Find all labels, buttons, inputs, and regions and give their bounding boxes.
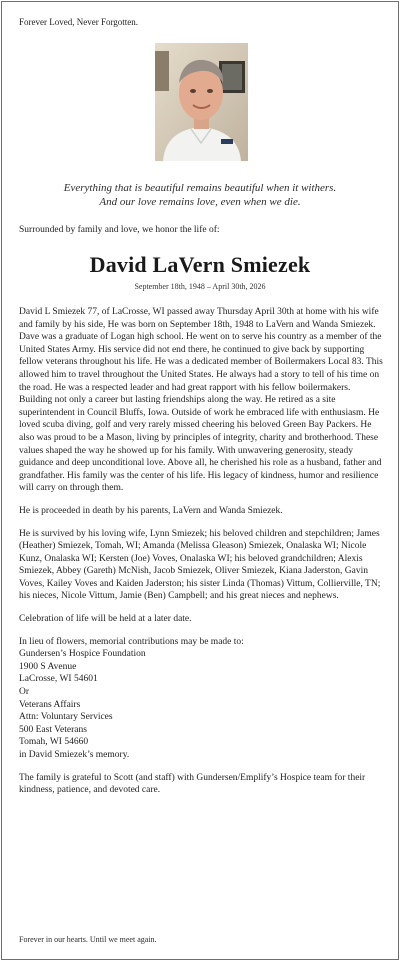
portrait-illustration bbox=[155, 43, 248, 161]
memorial-line: 1900 S Avenue bbox=[19, 661, 77, 672]
tagline: Forever Loved, Never Forgotten. bbox=[19, 17, 139, 27]
obituary-paragraph-celebration: Celebration of life will be held at a later date. bbox=[19, 614, 192, 625]
memorial-line: LaCrosse, WI 54601 bbox=[19, 674, 98, 685]
obituary-paragraph-life: Dave was a graduate of Logan high school. He went on to serve his country as a member of the United States Army. His service did not end there, he continued to give back by supporting fellow veterans throughout his life. He was a dedicated member of Boilermakers Local 83. This allowed him to travel throughout the United States. He always had a story to tell of his time on the road. He was a respected leader and had great rapport with his fellow boilermakers. Building not only a career but lasting friendships along the way. He retired as a site superintendent in Council Bluffs, Iowa. Outside of work he embraced life with enthusiasm. He loved scuba diving, golf and very rarely missed cheering his beloved Green Bay Packers. He also was proud to be a Mason, living by principles of integrity, charity and brotherhood. These values shaped the way he showed up for his family. With unwavering generosity, steady guidance and deep unconditional love. Above all, he cherished his role as a husband, father and grandfather. His family was the center of his life. His legacy of kindness, humor and resilience will carry on through them. bbox=[19, 332, 383, 494]
memorial-line: 500 East Veterans bbox=[19, 724, 87, 735]
closing-line: Forever in our hearts. Until we meet again. bbox=[19, 935, 157, 944]
obituary-paragraph-gratitude: The family is grateful to Scott (and staff) with Gundersen/Emplify’s Hospice team for their kindness, patience, and devoted care. bbox=[19, 772, 366, 796]
deceased-name: David LaVern Smiezek bbox=[89, 252, 311, 277]
memorial-line: in David Smiezek’s memory. bbox=[19, 750, 130, 760]
obituary-paragraph-survived: He is survived by his loving wife, Lynn Smiezek; his beloved children and stepchildren; James (Heather) Smiezek, Tomah, WI; Amanda (Melissa Gleason) Smiezek, Onalaska WI; Nicole Kunz, Onalaska WI; Kersten (Joe) Voves, Onalaska WI; his beloved grandchildren; Alexis Smiezek, Abbey (Gareth) McNish, Jacob Smiezek, Oliver Smiezek, Kiana Jaderston, Gavin Voves, Kailey Voves and Kaiden Jaderston; his sister Linda (Thomas) Vittum, Collierville, TN; his nieces, Nicole Vittum, Jamie (Ben) Campbell; and his great nieces and nephews. bbox=[19, 528, 381, 602]
memorial-line: Or bbox=[19, 687, 30, 698]
memorial-line: Veterans Affairs bbox=[19, 699, 81, 710]
life-dates: September 18th, 1948 – April 30th, 2026 bbox=[134, 282, 266, 291]
memorial-line: Attn: Voluntary Services bbox=[19, 712, 113, 723]
obituary-paragraph-intro: David L Smiezek 77, of LaCrosse, WI passed away Thursday April 30th at home with his wife and family by his side, He was born on September 18th, 1948 to LaVern and Wanda Smiezek. bbox=[19, 307, 379, 330]
portrait-photo bbox=[155, 43, 248, 161]
obituary-card bbox=[1, 1, 399, 960]
memorial-contributions bbox=[19, 636, 384, 762]
poem-line-2: And our love remains love, even when we die. bbox=[99, 196, 301, 208]
intro-text: Surrounded by family and love, we honor the life of: bbox=[19, 225, 220, 235]
obituary-body bbox=[19, 306, 384, 807]
poem-line-1: Everything that is beautiful remains beautiful when it withers. bbox=[63, 182, 337, 194]
memorial-line: Tomah, WI 54660 bbox=[19, 737, 89, 748]
obituary-paragraph-preceded: He is proceeded in death by his parents, LaVern and Wanda Smiezek. bbox=[19, 505, 283, 516]
memorial-line: Gundersen’s Hospice Foundation bbox=[19, 649, 146, 660]
memorial-line: In lieu of flowers, memorial contributions may be made to: bbox=[19, 636, 244, 647]
